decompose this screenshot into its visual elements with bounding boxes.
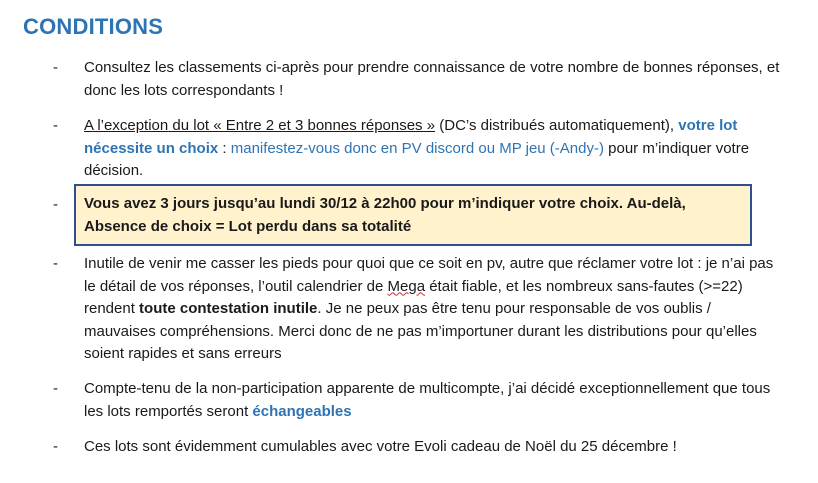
bullet-dash: -	[53, 438, 58, 455]
item-text	[84, 115, 784, 183]
bullet-dash: -	[53, 117, 58, 134]
deadline-notice-box	[74, 184, 752, 246]
bullet-dash: -	[53, 59, 58, 76]
exception-text: A l’exception du lot « Entre 2 et 3 bonnes réponses »	[84, 117, 436, 134]
item-text-part: Compte-tenu de la non-participation apparente de multicompte, j’ai décidé exceptionnellement que tous les lots remportés seront	[84, 380, 771, 420]
page-title: CONDITIONS	[23, 14, 164, 39]
item-text-part: était fiable, et les nombreux sans-fautes (>=22) rendent	[84, 277, 743, 317]
colon-text: :	[218, 139, 231, 157]
item-text-part: . Je ne peux pas être tenu pour responsable de vos oublis / mauvaises compréhensions. Merci donc de ne pas m’importuner durant les distributions pour qu’elles soient rapides et sans erreurs	[84, 300, 757, 362]
item-text: Ces lots sont évidemment cumulables avec votre Evoli cadeau de Noël du 25 décembre !	[84, 438, 677, 455]
deadline-notice-text: Vous avez 3 jours jusqu’au lundi 30/12 à 22h00 pour m’indiquer votre choix. Au-delà, Absence de choix = Lot perdu dans sa totalité	[84, 195, 686, 235]
item-text	[84, 253, 784, 366]
bullet-dash: -	[53, 196, 58, 213]
bullet-dash: -	[53, 255, 58, 272]
item-text: Consultez les classements ci-après pour prendre connaissance de votre nombre de bonnes réponses, et donc les lots correspondants !	[84, 59, 780, 99]
spellcheck-word: Mega	[387, 277, 426, 295]
exception-detail: (DC’s distribués automatiquement),	[435, 117, 675, 134]
item-end-text: pour m’indiquer votre décision.	[84, 139, 750, 179]
bullet-dash: -	[53, 380, 58, 397]
bold-text: toute contestation inutile	[139, 300, 318, 317]
highlight-text: échangeables	[252, 402, 352, 420]
contact-text: manifestez-vous donc en PV discord ou MP jeu (-Andy-)	[230, 139, 604, 157]
item-text-part: Inutile de venir me casser les pieds pour quoi que ce soit en pv, autre que réclamer votre lot : je n’ai pas le détail de vos réponses, l’outil calendrier de	[84, 255, 774, 295]
item-text	[84, 378, 784, 423]
choice-required-text: votre lot nécessite un choix	[84, 117, 738, 157]
